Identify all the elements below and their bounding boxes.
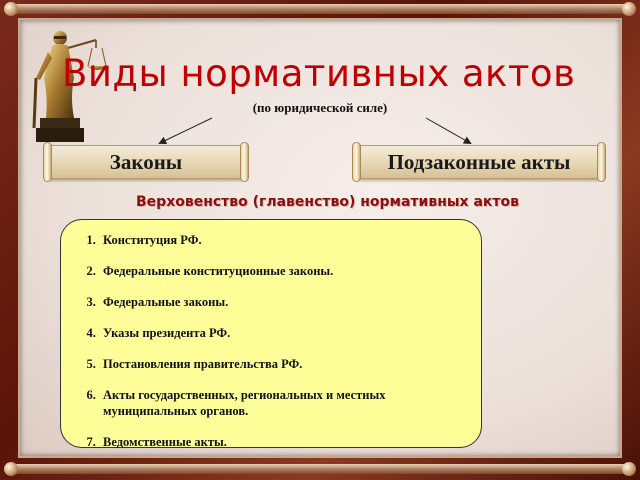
list-item: 4. Указы президента РФ.: [99, 325, 467, 341]
acts-list: [61, 220, 481, 450]
laws-label: Законы: [109, 149, 183, 174]
list-item: 1. Конституция РФ.: [99, 232, 467, 248]
page-subtitle: (по юридической силе): [252, 100, 388, 115]
supremacy-heading: Верховенство (главенство) нормативных актов: [136, 194, 519, 210]
laws-scroll: [48, 145, 244, 179]
list-item: 5. Постановления правительства РФ.: [99, 356, 467, 372]
bylaws-label: Подзаконные акты: [387, 149, 571, 174]
page-title: Виды нормативных актов: [62, 52, 576, 95]
arrow-to-bylaws: [426, 118, 470, 143]
list-item: 3. Федеральные законы.: [99, 294, 467, 310]
arrow-to-laws: [160, 118, 212, 143]
acts-list-box: [60, 219, 482, 448]
list-item: 7. Ведомственные акты.: [99, 434, 467, 450]
bylaws-scroll: [357, 145, 601, 179]
list-item: 6. Акты государственных, региональных и местных муниципальных органов.: [99, 387, 467, 419]
list-item: 2. Федеральные конституционные законы.: [99, 263, 467, 279]
